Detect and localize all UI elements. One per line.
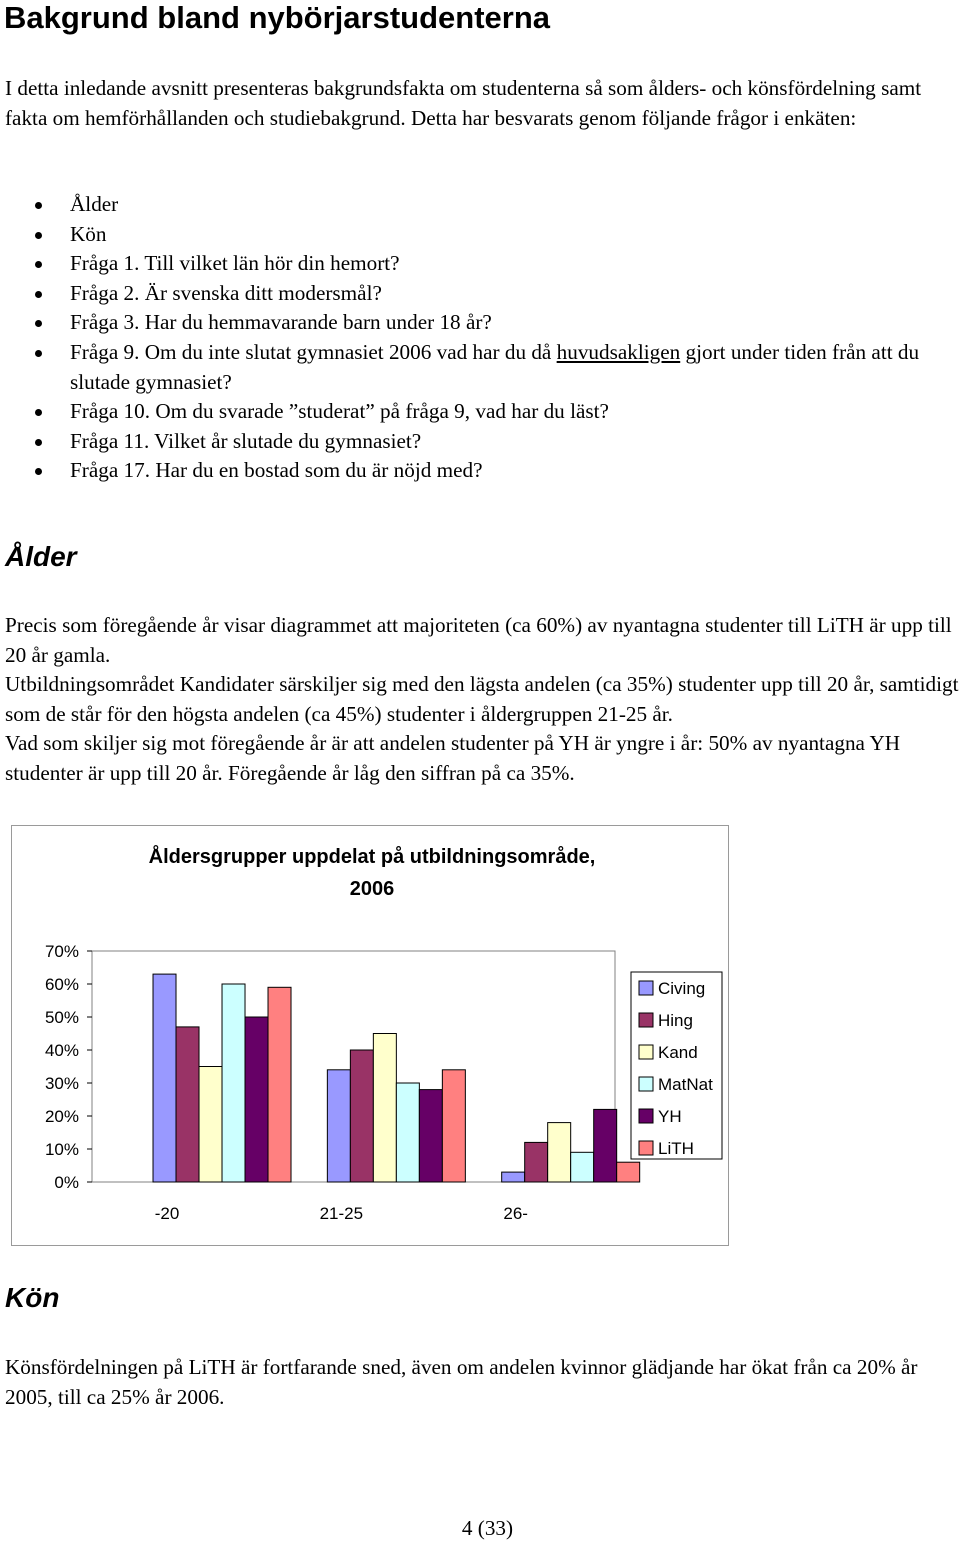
underlined-word: huvudsakligen (556, 339, 681, 364)
bar-civing (327, 1070, 350, 1182)
bar-kand (199, 1067, 222, 1183)
intro-paragraph: I detta inledande avsnitt presenteras bakgrundsfakta om studenterna så som ålders- och könsfördelning samt fakta om hemförhållanden och studiebakgrund. Detta har besvarats genom följande frågor i enkäten: (5, 76, 922, 130)
list-item: Kön (0, 220, 960, 250)
kon-paragraph: Könsfördelningen på LiTH är fortfarande sned, även om andelen kvinnor glädjande har ökat från ca 20% år 2005, till ca 25% år 2006. (5, 1355, 918, 1409)
y-tick-label: 10% (44, 1140, 79, 1159)
legend-label: Kand (658, 1043, 698, 1062)
y-tick-label: 0% (54, 1173, 79, 1192)
list-item: Fråga 10. Om du svarade ”studerat” på fråga 9, vad har du läst? (0, 397, 960, 427)
legend-swatch (639, 1141, 653, 1155)
age-chart (11, 825, 729, 1246)
bar-hing (176, 1027, 199, 1182)
legend-label: LiTH (658, 1139, 694, 1158)
bar-lith (268, 987, 291, 1182)
bar-hing (525, 1142, 548, 1182)
list-item: Fråga 3. Har du hemmavarande barn under 18 år? (0, 308, 960, 338)
bar-civing (502, 1172, 525, 1182)
y-tick-label: 70% (44, 942, 79, 961)
legend-label: Civing (658, 979, 706, 998)
list-item: Fråga 2. Är svenska ditt modersmål? (0, 279, 960, 309)
paragraph: Vad som skiljer sig mot föregående år är att andelen studenter på YH är yngre i år: 50% av nyantagna YH studenter är upp till 20 år. Föregående år låg den siffran på ca 35%. (5, 731, 901, 785)
chart-title: Åldersgrupper uppdelat på utbildningsområde, (148, 846, 596, 868)
y-tick-label: 20% (44, 1107, 79, 1126)
legend-label: Hing (658, 1011, 693, 1030)
question-text: gjort under tiden från att du slutade gymnasiet? (70, 339, 920, 394)
legend-swatch (639, 1109, 653, 1123)
question-text: Fråga 9. Om du inte slutat gymnasiet 2006 vad har du då (70, 339, 557, 364)
bar-kand (548, 1123, 571, 1182)
bar-kand (373, 1034, 396, 1183)
section-heading-alder: Ålder (5, 541, 77, 572)
x-tick-label: -20 (154, 1204, 180, 1223)
legend-swatch (639, 1077, 653, 1091)
y-tick-label: 40% (44, 1041, 79, 1060)
paragraph: Precis som föregående år visar diagrammet att majoriteten (ca 60%) av nyantagna studenter till LiTH är upp till 20 år gamla. (5, 613, 952, 667)
legend-swatch (639, 1013, 653, 1027)
paragraph: Utbildningsområdet Kandidater särskiljer sig med den lägsta andelen (ca 35%) studenter upp till 20 år, samtidigt som de står för den högsta andelen (ca 45%) studenter i åldergruppen 21-25 år. (5, 672, 959, 726)
chart-canvas (12, 826, 728, 1245)
list-item: Fråga 17. Har du en bostad som du är nöjd med? (0, 456, 960, 486)
bar-yh (594, 1109, 617, 1182)
legend-label: YH (658, 1107, 682, 1126)
bar-yh (419, 1090, 442, 1182)
section-heading-kon: Kön (5, 1282, 60, 1313)
list-item: Fråga 11. Vilket år slutade du gymnasiet? (0, 427, 960, 457)
bar-yh (245, 1017, 268, 1182)
list-item: Fråga 1. Till vilket län hör din hemort? (0, 249, 960, 279)
page-number: 4 (33) (461, 1516, 514, 1540)
bar-hing (350, 1050, 373, 1182)
list-item: Ålder (0, 190, 960, 220)
page-heading: Bakgrund bland nybörjarstudenterna (4, 0, 551, 35)
bar-matnat (571, 1152, 594, 1182)
bar-matnat (222, 984, 245, 1182)
alder-text (5, 611, 960, 788)
legend-box (631, 972, 722, 1159)
list-item (0, 338, 960, 397)
bar-lith (617, 1162, 640, 1182)
legend-swatch (639, 981, 653, 995)
legend-label: MatNat (658, 1075, 713, 1094)
x-tick-label: 21-25 (319, 1204, 364, 1223)
bar-matnat (396, 1083, 419, 1182)
y-tick-label: 50% (44, 1008, 79, 1027)
x-tick-label: 26- (503, 1204, 528, 1223)
y-tick-label: 30% (44, 1074, 79, 1093)
legend-swatch (639, 1045, 653, 1059)
bar-lith (442, 1070, 465, 1182)
y-tick-label: 60% (44, 975, 79, 994)
bar-civing (153, 974, 176, 1182)
question-list (0, 190, 960, 486)
chart-title: 2006 (349, 878, 395, 900)
